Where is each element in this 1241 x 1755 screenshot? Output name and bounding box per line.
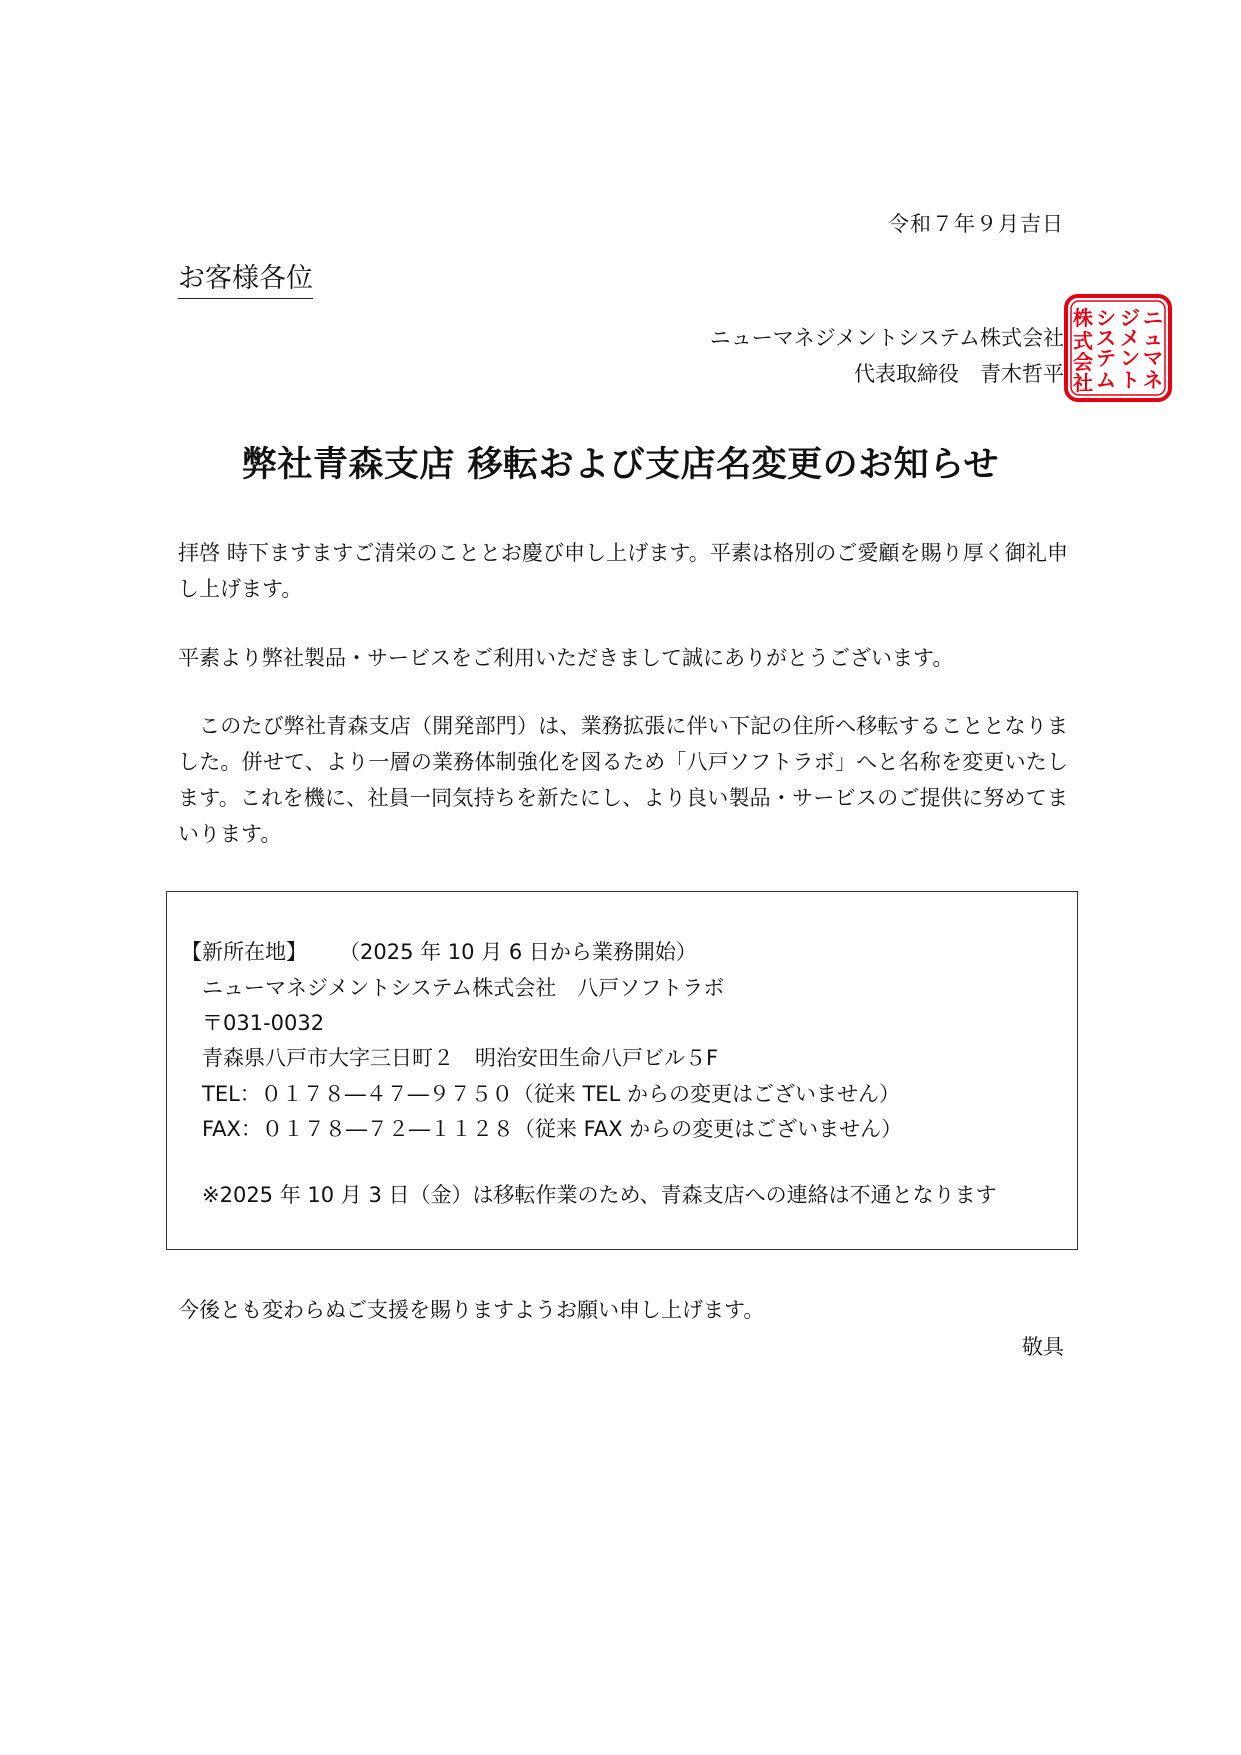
- start-date-note: （2025 年 10 月 6 日から業務開始）: [339, 940, 697, 964]
- tel-number: TEL：０１７８―４７―９７５０（従来 TEL からの変更はございません）: [202, 1082, 900, 1106]
- closing-line: 今後とも変わらぬご支援を賜りますようお願い申し上げます。: [178, 1298, 765, 1322]
- svg-text:メ: メ: [1120, 326, 1140, 350]
- svg-text:社: 社: [1073, 371, 1093, 395]
- document-title: 弊社青森支店 移転および支店名変更のお知らせ: [241, 445, 1000, 485]
- svg-text:ン: ン: [1120, 346, 1140, 370]
- office-name: ニューマネジメントシステム株式会社 八戸ソフトラボ: [202, 976, 725, 1000]
- svg-text:ネ: ネ: [1143, 368, 1163, 392]
- svg-text:株: 株: [1073, 306, 1093, 330]
- postal-code: 〒031-0032: [202, 1011, 325, 1035]
- svg-text:ス: ス: [1096, 326, 1116, 350]
- greeting-paragraph: 拝啓 時下ますますご清栄のこととお慶び申し上げます。平素は格別のご愛顧を賜り厚く御礼申し上げます。: [178, 541, 1068, 601]
- fax-number: FAX：０１７８―７２―１１２８（従来 FAX からの変更はございません）: [202, 1117, 903, 1141]
- sender-block: [710, 320, 1064, 392]
- svg-text:シ: シ: [1096, 306, 1116, 330]
- svg-text:ト: ト: [1120, 368, 1140, 392]
- thanks-paragraph: 平素より弊社製品・サービスをご利用いただきまして誠にありがとうございます。: [178, 646, 954, 670]
- new-location-box: [166, 891, 1078, 1250]
- svg-text:ニ: ニ: [1143, 306, 1163, 330]
- addressee: お客様各位: [178, 256, 313, 299]
- svg-text:ジ: ジ: [1120, 306, 1140, 330]
- sign-off: 敬具: [1022, 1335, 1064, 1359]
- sender-company: ニューマネジメントシステム株式会社: [709, 326, 1064, 350]
- svg-text:式: 式: [1073, 329, 1093, 353]
- closure-notice: ※2025 年 10 月 3 日（金）は移転作業のため、青森支店への連絡は不通となります: [202, 1183, 997, 1207]
- company-seal-stamp: [1063, 293, 1173, 403]
- svg-text:ュ: ュ: [1143, 326, 1163, 350]
- relocation-paragraph: このたび弊社青森支店（開発部門）は、業務拡張に伴い下記の住所へ移転することとなりました。併せて、より一層の業務体制強化を図るため「八戸ソフトラボ」へと名称を変更いたします。これを機に、社員一同気持ちを新たにし、より良い製品・サービスのご提供に努めてまいります。: [178, 714, 1068, 846]
- svg-text:ム: ム: [1096, 368, 1116, 392]
- svg-text:会: 会: [1073, 350, 1093, 374]
- svg-text:テ: テ: [1096, 346, 1116, 370]
- office-address: 青森県八戸市大字三日町２ 明治安田生命八戸ビル５F: [202, 1046, 719, 1070]
- document-date: 令和７年９月吉日: [888, 212, 1064, 236]
- sender-representative: 代表取締役 青木哲平: [854, 362, 1064, 386]
- svg-text:マ: マ: [1143, 346, 1163, 370]
- location-heading: 【新所在地】: [181, 940, 307, 964]
